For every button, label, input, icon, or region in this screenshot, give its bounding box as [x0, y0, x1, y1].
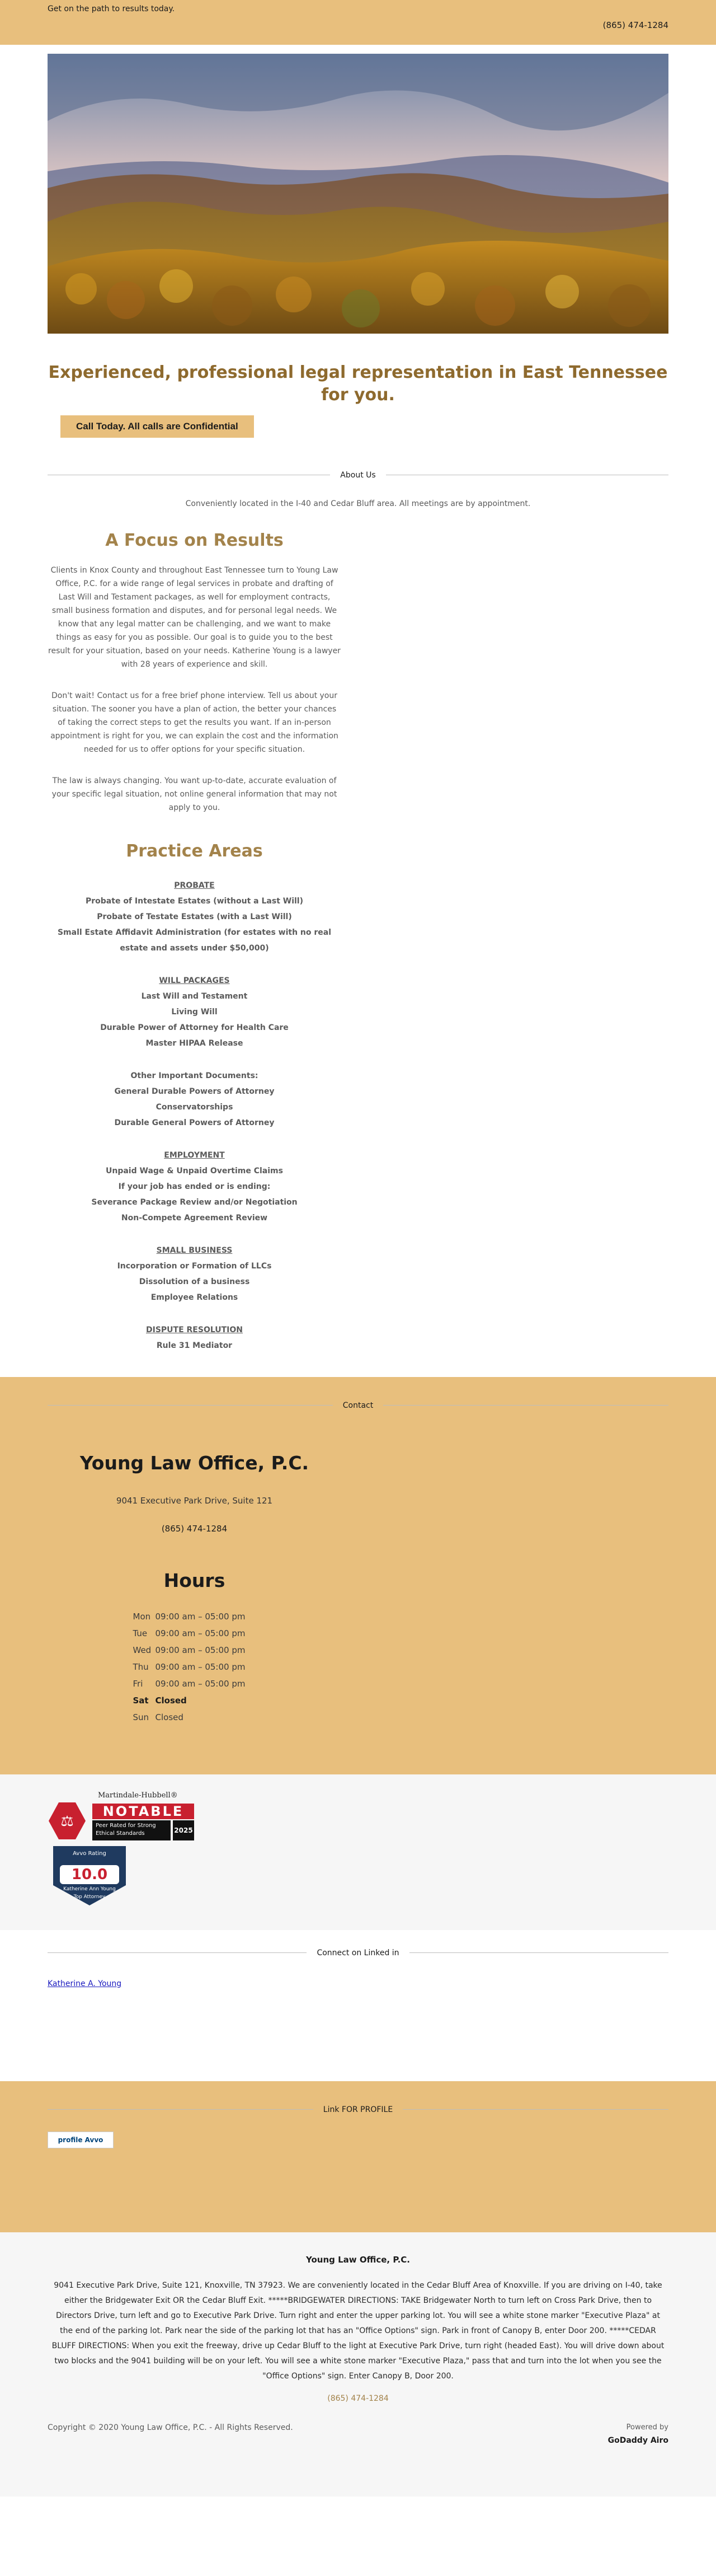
contact-section — [0, 1377, 716, 1774]
practice-group-heading: WILL PACKAGES — [159, 976, 230, 985]
practice-group-heading: DISPUTE RESOLUTION — [145, 1326, 243, 1334]
practice-areas — [48, 841, 341, 1353]
practice-item: If your job has ended or is ending: — [118, 1182, 271, 1191]
focus-paragraph: The law is always changing. You want up-to-date, accurate evaluation of your specific legal situation, not online general information that may not apply to you. — [51, 776, 337, 812]
notable-word: NOTABLE — [92, 1804, 194, 1819]
hours-time: Closed — [155, 1696, 187, 1706]
contact-section-title: Contact — [48, 1399, 668, 1411]
footer-firm-name: Young Law Office, P.C. — [306, 2255, 410, 2265]
hours-row — [133, 1608, 256, 1625]
practice-group-heading: PROBATE — [174, 881, 215, 890]
hours-time: 09:00 am – 05:00 pm — [155, 1645, 246, 1655]
practice-group — [48, 1148, 341, 1226]
godaddy-logo[interactable]: GoDaddy Airo — [607, 2436, 668, 2445]
hours-day: Tue — [133, 1628, 148, 1638]
martindale-notable-badge[interactable] — [48, 1791, 194, 1842]
practice-group — [48, 878, 341, 956]
profile-section — [0, 2081, 716, 2232]
avvo-rating-badge[interactable] — [48, 1845, 131, 1907]
practice-group-heading: SMALL BUSINESS — [156, 1246, 233, 1255]
footer — [0, 2232, 716, 2497]
hours-day: Sat — [133, 1696, 149, 1706]
focus-paragraph: Don't wait! Contact us for a free brief phone interview. Tell us about your situation. The sooner you have a plan of action, the better your chances of taking the correct steps to get the results you want. If an in-person appointment is right for you, we can explain the cost and the information needed for us to offer options for your specific situation. — [50, 691, 338, 754]
about-section-title: About Us — [48, 469, 668, 480]
practice-item: Employee Relations — [150, 1293, 238, 1302]
notable-year: 2025 — [173, 1820, 194, 1840]
avvo-score: 10.0 — [71, 1866, 108, 1883]
badges-section — [0, 1774, 716, 1930]
practice-group-heading: Other Important Documents: — [130, 1071, 258, 1080]
linkedin-profile-link[interactable]: Katherine A. Young — [48, 1979, 122, 1988]
hours-time: 09:00 am – 05:00 pm — [155, 1679, 246, 1689]
focus-paragraph: Clients in Knox County and throughout East Tennessee turn to Young Law Office, P.C. for a wide range of legal services in probate and drafting of Last Will and Testament packages, as well for employment contracts, small business formation and disputes, and for personal legal needs. We know that any legal matter can be challenging, and we want to make things as easy for you as possible. Our goal is to guide you to the best result for your situation, based on your needs. Katherine Young is a lawyer with 28 years of experience and skill. — [48, 566, 341, 669]
mountain-landscape-image — [48, 54, 668, 334]
hours-row — [133, 1692, 256, 1709]
hours-time: 09:00 am – 05:00 pm — [155, 1662, 246, 1672]
practice-item: Severance Package Review and/or Negotiation — [91, 1198, 298, 1207]
hours-day: Fri — [133, 1679, 143, 1689]
hours-day: Mon — [133, 1612, 151, 1622]
firm-address: 9041 Executive Park Drive, Suite 121 — [116, 1496, 273, 1506]
practice-item: Non-Compete Agreement Review — [121, 1214, 268, 1223]
hours-row — [133, 1709, 256, 1726]
firm-name: Young Law Office, P.C. — [79, 1452, 309, 1474]
practice-item: Durable Power of Attorney for Health Care — [100, 1023, 289, 1032]
about-subtitle: Conveniently located in the I-40 and Cedar Bluff area. All meetings are by appointment. — [185, 499, 531, 508]
practice-title: Practice Areas — [126, 841, 263, 861]
practice-item: Rule 31 Mediator — [156, 1341, 233, 1350]
powered-by-label: Powered by — [626, 2423, 668, 2432]
practice-item: Master HIPAA Release — [145, 1039, 243, 1048]
avvo-attorney-name: Katherine Ann Young — [63, 1886, 116, 1892]
hours-day: Thu — [133, 1662, 149, 1672]
footer-directions: 9041 Executive Park Drive, Suite 121, Knoxville, TN 37923. We are conveniently located in the Cedar Bluff Area of Knoxville. If you are driving on I-40, take either the Bridgewater Exit OR the Cedar Bluff Exit. *****BRIDGEWATER DIRECTIONS: TAKE Bridgewater North to turn left on Cross Park Drive, then to Directors Drive, turn left and go to Executive Park Drive. Turn right and enter the upper parking lot. You will see a white stone marker "Executive Plaza" at the end of the parking lot. Park near the side of the parking lot that has an "Office Options" sign. Park in front of Canopy B, enter Door 200. *****CEDAR BLUFF DIRECTIONS: When you exit the freeway, drive up Cedar Bluff to the light at Executive Park Drive, turn right (headed East). You will drive down about two blocks and the 9041 building will be on your left. You will see a white stone marker "Executive Plaza," pass that and turn into the lot when you see the "Office Options" sign. Enter Canopy B, Door 200. — [51, 2281, 665, 2381]
practice-item: Incorporation or Formation of LLCs — [117, 1262, 272, 1271]
practice-group-heading: EMPLOYMENT — [164, 1151, 225, 1160]
linkedin-section-title: Connect on Linked in — [48, 1947, 668, 1958]
profile-section-title: Link FOR PROFILE — [48, 2104, 668, 2115]
practice-item: Durable General Powers of Attorney — [114, 1118, 275, 1127]
header-phone[interactable]: (865) 474-1284 — [602, 20, 668, 30]
hours-row — [133, 1675, 256, 1692]
svg-text:⚖: ⚖ — [60, 1813, 74, 1830]
hours-row — [133, 1642, 256, 1659]
hours-day: Wed — [133, 1645, 152, 1655]
call-today-button[interactable]: Call Today. All calls are Confidential — [60, 415, 254, 438]
linkedin-section — [0, 1930, 716, 2081]
avvo-profile-badge[interactable]: profile Avvo — [48, 2132, 114, 2148]
avvo-top-label: Avvo Rating — [73, 1851, 106, 1857]
notable-subtitle: Peer Rated for Strong Ethical Standards — [92, 1820, 171, 1840]
hours-row — [133, 1625, 256, 1642]
hours-row — [133, 1659, 256, 1675]
copyright: Copyright © 2020 Young Law Office, P.C. - All Rights Reserved. — [48, 2423, 293, 2432]
martindale-label: Martindale-Hubbell® — [98, 1791, 178, 1800]
practice-item: Probate of Testate Estates (with a Last Will) — [97, 912, 292, 921]
page-headline: Experienced, professional legal representation in East Tennessee for you. — [48, 363, 668, 405]
hours-title: Hours — [163, 1570, 225, 1591]
practice-item: Living Will — [171, 1008, 218, 1017]
practice-item: Conservatorships — [156, 1103, 233, 1112]
practice-item: Small Estate Affidavit Administration (for estates with no real estate and assets under $50,000) — [57, 928, 332, 953]
hero-image — [48, 54, 668, 334]
practice-item: Dissolution of a business — [139, 1277, 250, 1286]
hours-time: 09:00 am – 05:00 pm — [155, 1628, 246, 1638]
tagline: Get on the path to results today. — [48, 4, 175, 13]
top-bar — [0, 0, 716, 45]
hours-time: Closed — [155, 1712, 183, 1722]
practice-group — [48, 973, 341, 1051]
practice-item: General Durable Powers of Attorney — [114, 1087, 275, 1096]
practice-item: Last Will and Testament — [141, 992, 248, 1001]
focus-section — [48, 531, 341, 1353]
practice-item: Probate of Intestate Estates (without a Last Will) — [86, 897, 303, 906]
contact-phone[interactable]: (865) 474-1284 — [161, 1524, 228, 1534]
footer-phone[interactable]: (865) 474-1284 — [327, 2394, 389, 2403]
hours-day: Sun — [133, 1712, 149, 1722]
hours-time: 09:00 am – 05:00 pm — [155, 1612, 246, 1622]
avvo-top-attorney: Top Attorney — [73, 1894, 106, 1900]
hours-table — [133, 1608, 256, 1726]
practice-group — [48, 1243, 341, 1305]
practice-group — [48, 1322, 341, 1353]
practice-group — [48, 1068, 341, 1131]
focus-title: A Focus on Results — [105, 531, 284, 550]
practice-item: Unpaid Wage & Unpaid Overtime Claims — [106, 1167, 283, 1175]
scales-icon — [48, 1801, 87, 1840]
